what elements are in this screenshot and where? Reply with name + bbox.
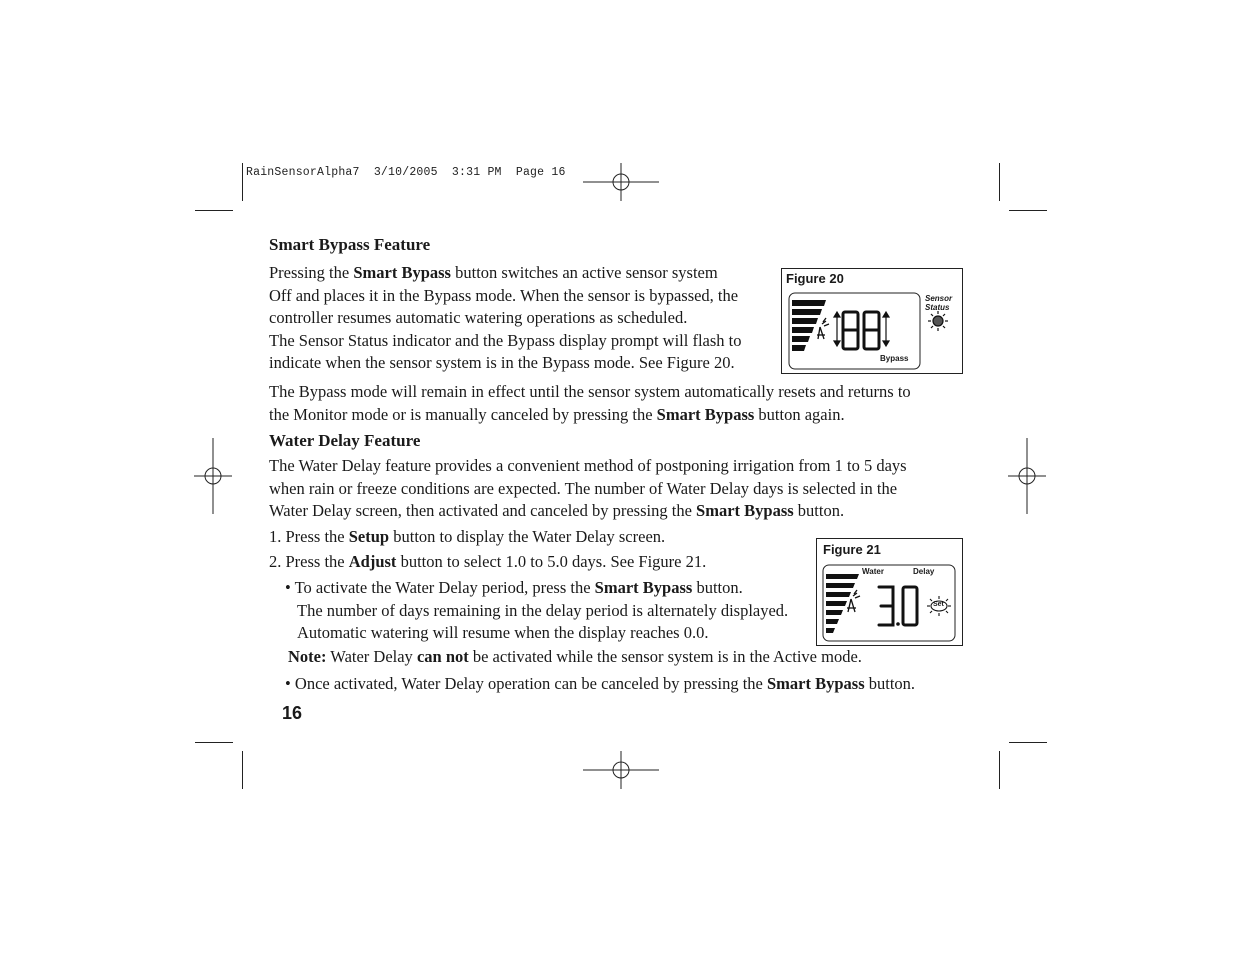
figure-21	[816, 538, 963, 646]
sensor-status-icon	[928, 311, 948, 331]
seven-segment-digits	[879, 587, 917, 626]
crop-mark	[1009, 742, 1047, 743]
crop-mark	[999, 163, 1000, 201]
water-label: Water	[862, 567, 884, 576]
set-label: Set	[933, 601, 944, 608]
text-line: Water Delay screen, then activated and canceled by pressing the Smart Bypass button.	[269, 501, 845, 521]
lcd-display-bypass	[782, 269, 962, 373]
crop-mark	[242, 163, 243, 201]
bypass-mode-paragraph	[269, 381, 911, 426]
figure-20-label: Figure 20	[786, 271, 844, 286]
step-1: 1. Press the Setup button to display the Water Delay screen.	[269, 527, 666, 546]
crop-mark	[242, 751, 243, 789]
section-heading-smart-bypass: Smart Bypass Feature	[269, 235, 431, 254]
text-line: controller resumes automatic watering operations as scheduled.	[269, 308, 688, 328]
lcd-display-water-delay	[817, 539, 962, 645]
text-line: the Monitor mode or is manually canceled by pressing the Smart Bypass button again.	[269, 404, 845, 424]
water-delay-paragraph	[269, 455, 907, 523]
note: Note: Water Delay can not be activated while the sensor system is in the Active mode.	[288, 647, 862, 666]
bullet-cancel: • Once activated, Water Delay operation can be canceled by pressing the Smart Bypass button.	[285, 674, 916, 693]
registration-mark-top	[583, 163, 659, 201]
sensor-status-label: Sensor Status	[925, 294, 953, 312]
signal-bars-icon	[792, 300, 826, 351]
crop-mark	[195, 210, 233, 211]
section-heading-water-delay: Water Delay Feature	[269, 431, 421, 450]
crop-mark	[1009, 210, 1047, 211]
text-line: The number of days remaining in the delay period is alternately displayed.	[297, 600, 789, 620]
print-slug: RainSensorAlpha7 3/10/2005 3:31 PM Page 16	[246, 166, 566, 179]
bullet-activate	[285, 577, 788, 645]
text-line: Automatic watering will resume when the display reaches 0.0.	[297, 623, 709, 643]
figure-20	[781, 268, 963, 374]
crop-mark	[195, 742, 233, 743]
seven-segment-digits	[843, 312, 879, 349]
smart-bypass-paragraph	[269, 262, 741, 375]
page-number: 16	[282, 703, 303, 723]
bypass-indicator-label: Bypass	[880, 354, 909, 363]
sprinkler-icon	[817, 318, 829, 339]
figure-21-label: Figure 21	[823, 542, 881, 557]
registration-mark-right	[1008, 438, 1046, 514]
text-line: Off and places it in the Bypass mode. When the sensor is bypassed, the	[269, 285, 739, 305]
delay-label: Delay	[913, 567, 935, 576]
text-line: Pressing the Smart Bypass button switches an active sensor system	[269, 263, 718, 282]
registration-mark-left	[194, 438, 232, 514]
signal-bars-icon	[826, 574, 859, 633]
registration-mark-bottom	[583, 751, 659, 789]
text-line: indicate when the sensor system is in the Bypass mode. See Figure 20.	[269, 353, 735, 373]
text-line: The Sensor Status indicator and the Bypass display prompt will flash to	[269, 330, 742, 350]
text-line: The Water Delay feature provides a convenient method of postponing irrigation from 1 to 5 days	[269, 456, 907, 475]
text-line: when rain or freeze conditions are expected. The number of Water Delay days is selected in the	[269, 478, 898, 498]
text-line: • To activate the Water Delay period, press the Smart Bypass button.	[285, 578, 743, 597]
text-line: The Bypass mode will remain in effect until the sensor system automatically resets and returns to	[269, 382, 911, 401]
crop-mark	[999, 751, 1000, 789]
step-2: 2. Press the Adjust button to select 1.0 to 5.0 days. See Figure 21.	[269, 552, 707, 571]
